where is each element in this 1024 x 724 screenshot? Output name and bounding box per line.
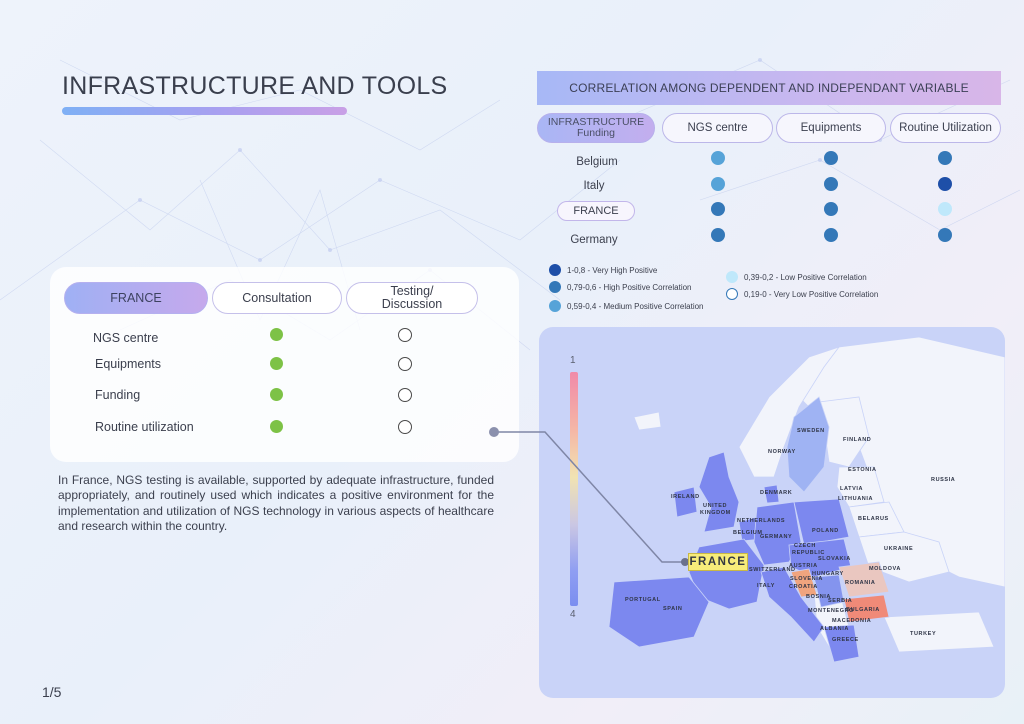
correlation-dot-france-2 <box>938 202 952 216</box>
map-label-norway: NORWAY <box>768 449 796 455</box>
testing-discussion-pill[interactable] <box>346 282 478 314</box>
map-label-sweden: SWEDEN <box>797 428 825 434</box>
iceland-like-shape <box>634 412 661 430</box>
map-label-denmark: DENMARK <box>760 490 793 496</box>
map-label-estonia: ESTONIA <box>848 467 877 473</box>
legend-very-low <box>726 288 878 300</box>
testing-line1: Testing/ <box>390 284 434 298</box>
map-label-uk-2: KINGDOM <box>700 510 731 516</box>
map-label-belgium: BELGIUM <box>733 530 763 536</box>
france-row-equipments: Equipments <box>95 357 162 371</box>
tab-label-line2: Funding <box>577 127 615 139</box>
map-label-ukraine: UKRAINE <box>884 546 914 552</box>
testing-mark <box>398 388 412 402</box>
correlation-dot-italy-0 <box>711 177 725 191</box>
row-label-italy: Italy <box>583 180 605 192</box>
consultation-mark <box>270 388 283 401</box>
color-scale-bar <box>570 372 578 606</box>
map-label-bulgaria: BULGARIA <box>846 607 880 613</box>
map-label-slovenia: SLOVENIA <box>790 576 823 582</box>
legend-label: 0,59-0,4 - Medium Positive Correlation <box>567 301 704 311</box>
map-label-czech-2: REPUBLIC <box>792 550 825 556</box>
map-label-austria: AUSTRIA <box>789 563 818 569</box>
correlation-dot-france-1 <box>824 202 838 216</box>
map-label-netherlands: NETHERLANDS <box>737 518 786 524</box>
testing-line2: Discussion <box>381 297 443 311</box>
map-label-poland: POLAND <box>812 528 839 534</box>
map-label-italy: ITALY <box>757 583 775 589</box>
testing-mark <box>398 420 412 434</box>
correlation-dot-france-0 <box>711 202 725 216</box>
map-label-albania: ALBANIA <box>820 626 849 632</box>
legend-very-high <box>549 264 657 276</box>
legend-swatch <box>726 271 738 283</box>
ireland-shape <box>674 487 697 517</box>
map-label-finland: FINLAND <box>843 437 872 443</box>
title-underline <box>62 107 347 115</box>
map-label-belarus: BELARUS <box>858 516 889 522</box>
tab-infrastructure-funding[interactable] <box>537 113 655 143</box>
map-label-germany: GERMANY <box>760 534 793 540</box>
map-label-moldova: MOLDOVA <box>869 566 901 572</box>
map-label-bosnia: BOSNIA <box>806 594 831 600</box>
scale-top-label: 1 <box>570 355 576 366</box>
legend-medium <box>549 300 704 312</box>
consultation-mark <box>270 420 283 433</box>
correlation-dot-germany-1 <box>824 228 838 242</box>
consultation-pill[interactable]: Consultation <box>212 282 342 314</box>
correlation-dot-italy-1 <box>824 177 838 191</box>
correlation-header: CORRELATION AMONG DEPENDENT AND INDEPENDANT VARIABLE <box>537 71 1001 105</box>
legend-label: 1-0,8 - Very High Positive <box>567 265 658 275</box>
legend-swatch <box>549 264 561 276</box>
map-label-romania: ROMANIA <box>845 580 876 586</box>
map-svg <box>539 327 1005 698</box>
map-label-greece: GREECE <box>832 637 859 643</box>
row-label-belgium: Belgium <box>576 156 618 168</box>
row-label-germany: Germany <box>570 234 618 246</box>
uk-shape <box>699 452 739 532</box>
legend-swatch <box>549 300 561 312</box>
map-label-croatia: CROATIA <box>789 584 818 590</box>
map-label-russia: RUSSIA <box>931 477 956 483</box>
correlation-dot-italy-2 <box>938 177 952 191</box>
row-label-france: FRANCE <box>557 201 635 221</box>
map-label-uk-1: UNITED <box>703 503 728 509</box>
map-label-switzerland: SWITZERLAND <box>749 567 796 573</box>
map-label-czech-1: CZECH <box>794 543 816 549</box>
map-label-montenegro: MONTENEGRO <box>808 608 855 614</box>
map-label-lithuania: LITHUANIA <box>838 496 874 502</box>
tab-routine-utilization[interactable]: Routine Utilization <box>890 113 1001 143</box>
scale-bottom-label: 4 <box>570 609 576 620</box>
legend-swatch <box>549 281 561 293</box>
map-label-spain: SPAIN <box>663 606 683 612</box>
map-label-slovakia: SLOVAKIA <box>818 556 851 562</box>
spain-portugal-shape <box>609 577 709 647</box>
tab-label-line1: INFRASTRUCTURE <box>547 116 645 128</box>
consultation-mark <box>270 328 283 341</box>
consultation-mark <box>270 357 283 370</box>
map-label-hungary: HUNGARY <box>812 571 844 577</box>
tab-ngs-centre[interactable]: NGS centre <box>662 113 773 143</box>
correlation-dot-belgium-0 <box>711 151 725 165</box>
france-header-pill[interactable]: FRANCE <box>64 282 208 314</box>
france-row-routine-utilization: Routine utilization <box>95 420 194 434</box>
poland-shape <box>794 499 849 545</box>
europe-map <box>539 327 1005 698</box>
turkey-shape <box>884 612 994 652</box>
map-label-turkey: TURKEY <box>910 631 937 637</box>
map-label-portugal: PORTUGAL <box>625 597 661 603</box>
map-label-serbia: SERBIA <box>828 598 853 604</box>
legend-label: 0,39-0,2 - Low Positive Correlation <box>744 272 867 282</box>
tab-equipments[interactable]: Equipments <box>776 113 886 143</box>
correlation-dot-germany-2 <box>938 228 952 242</box>
correlation-dot-germany-0 <box>711 228 725 242</box>
page-number: 1/5 <box>42 684 62 700</box>
legend-swatch <box>726 288 738 300</box>
legend-high <box>549 281 692 293</box>
legend-low <box>726 271 867 283</box>
legend-label: 0,79-0,6 - High Positive Correlation <box>567 282 692 292</box>
page-title: INFRASTRUCTURE AND TOOLS <box>62 72 448 100</box>
map-label-ireland: IRELAND <box>671 494 700 500</box>
legend-label: 0,19-0 - Very Low Positive Correlation <box>744 289 879 299</box>
correlation-dot-belgium-1 <box>824 151 838 165</box>
testing-mark <box>398 357 412 371</box>
france-row-ngs-centre: NGS centre <box>93 331 159 345</box>
map-label-macedonia: MACEDONIA <box>832 618 872 624</box>
france-row-funding: Funding <box>95 388 141 402</box>
map-france-label[interactable]: FRANCE <box>688 553 748 571</box>
map-label-latvia: LATVIA <box>840 486 864 492</box>
testing-mark <box>398 328 412 342</box>
description-paragraph: In France, NGS testing is available, supported by adequate infrastructure, funded appropriately, and routinely used which indicates a positive environment for the implementation and utilization of NGS technology in various aspects of healthcare and research within the country. <box>58 473 494 533</box>
correlation-dot-belgium-2 <box>938 151 952 165</box>
